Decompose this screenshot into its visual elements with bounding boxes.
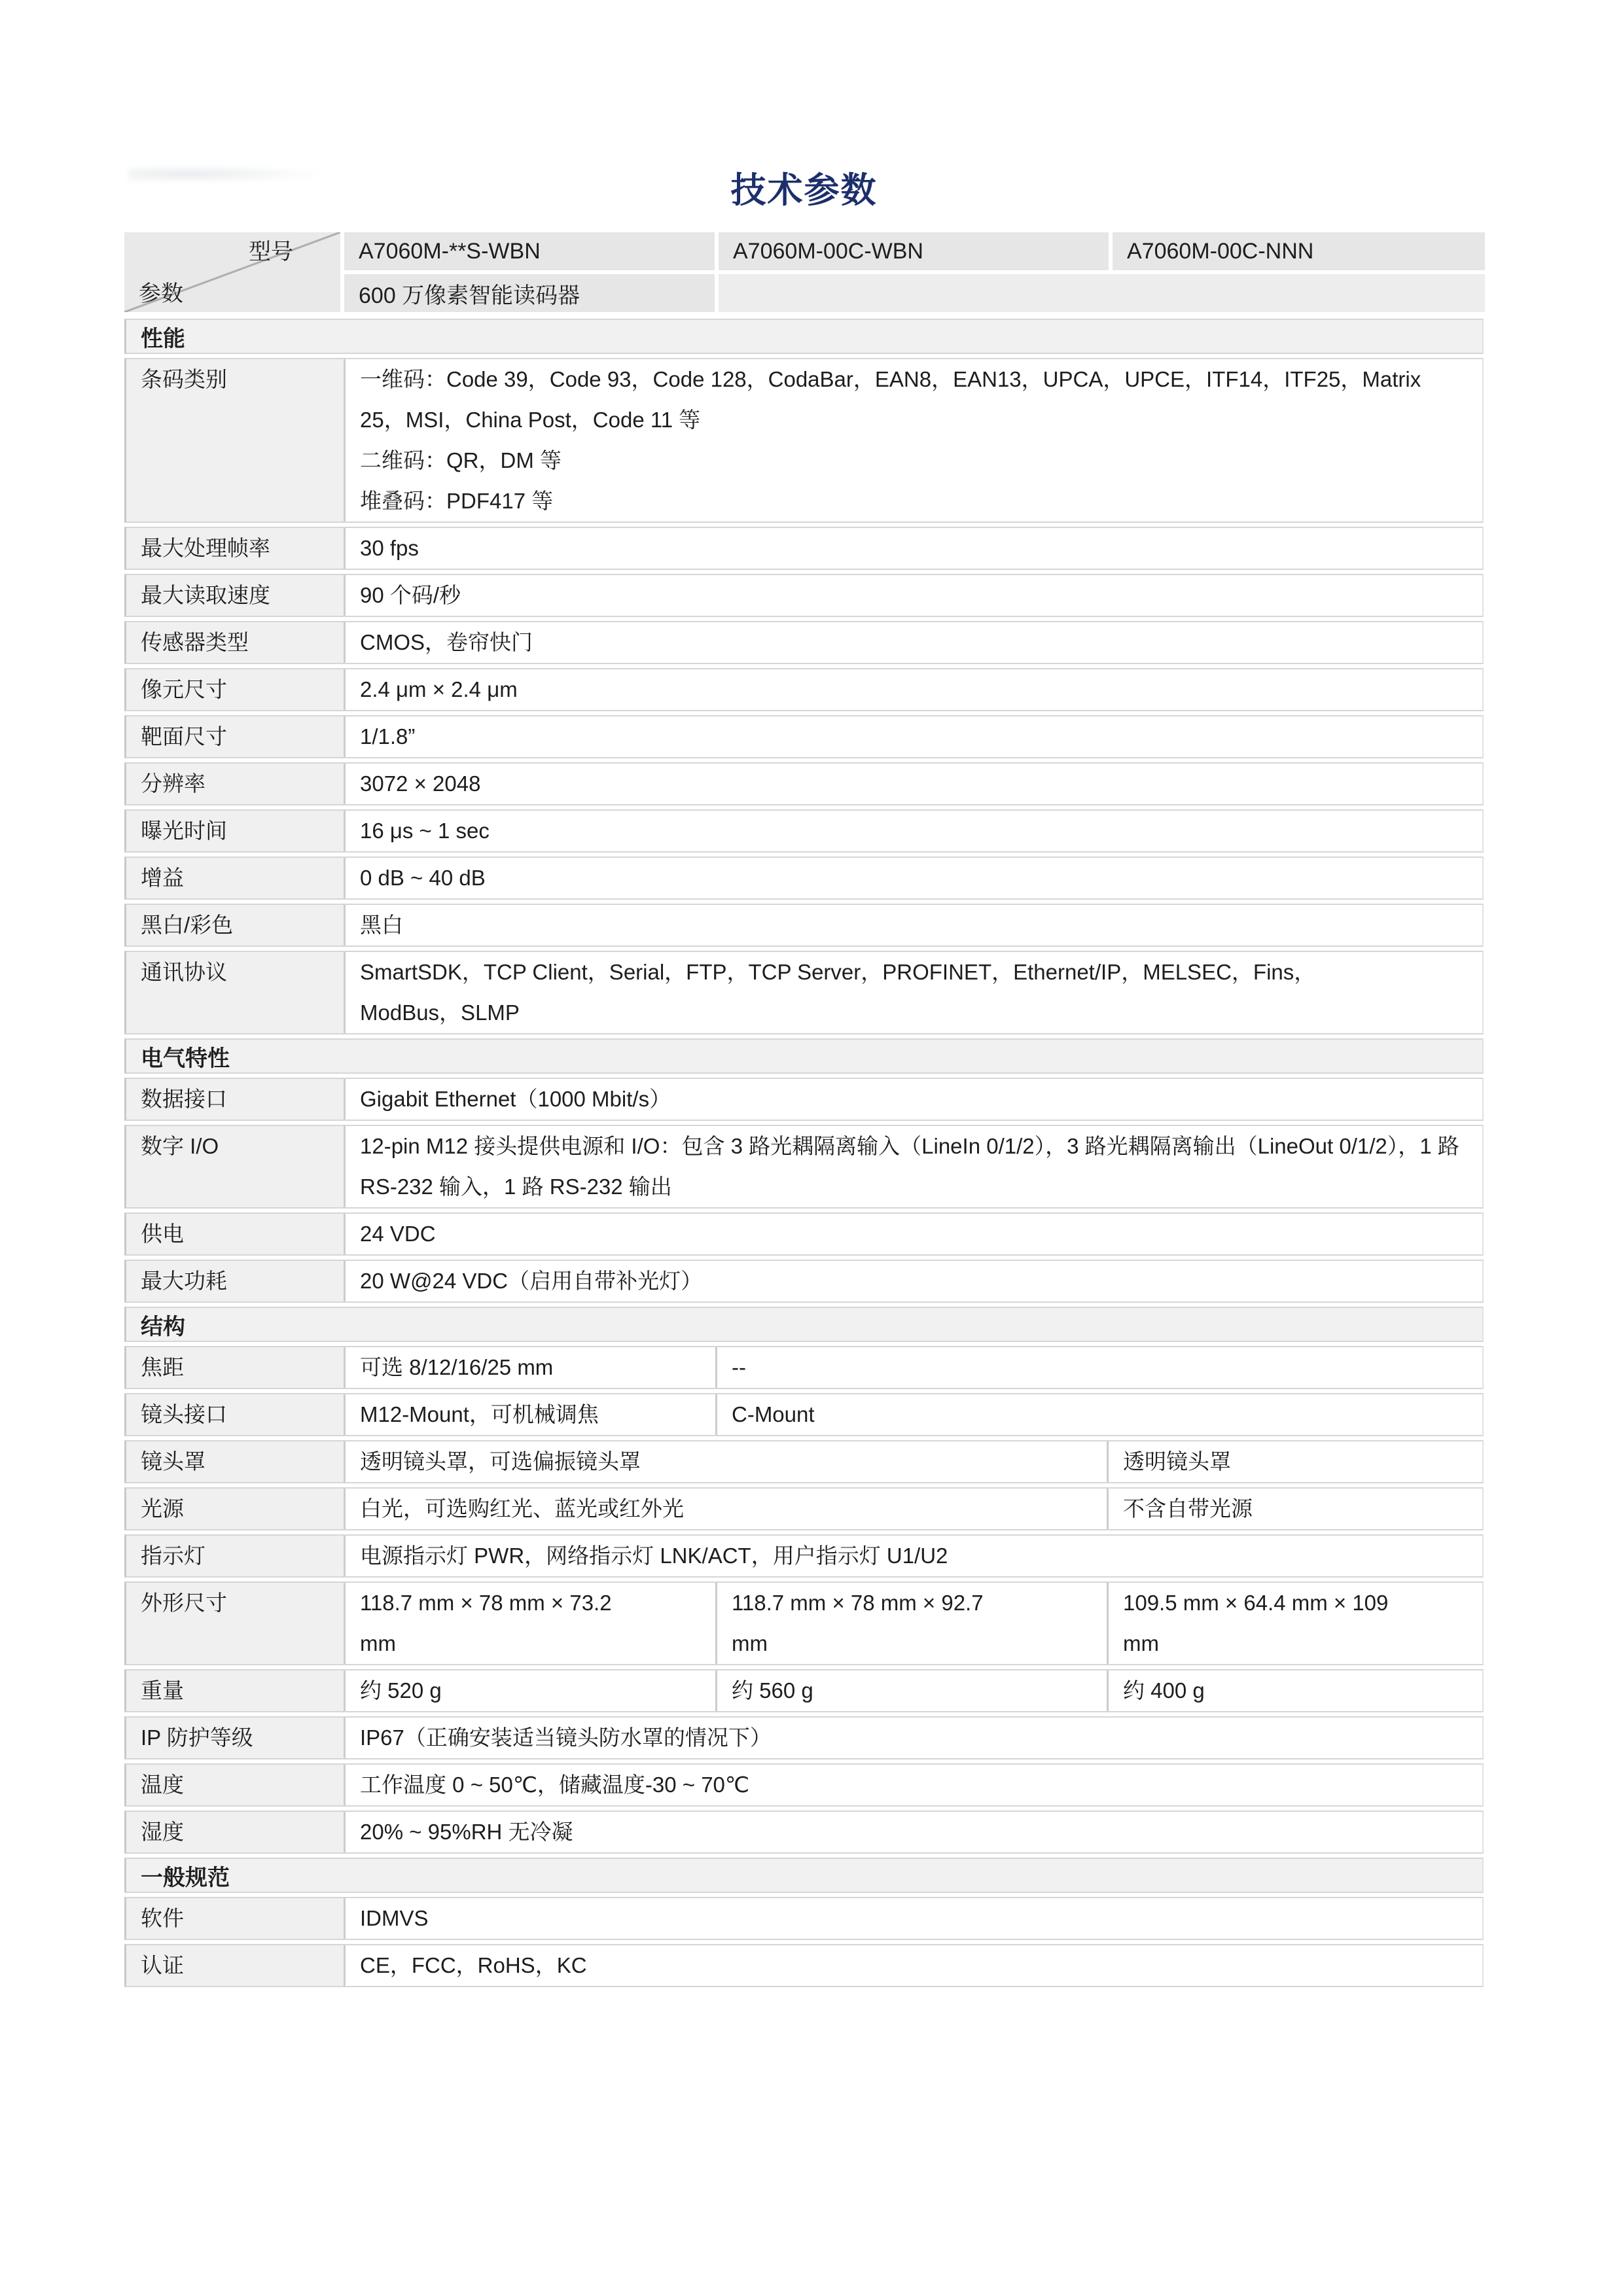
row-value-cell — [344, 1583, 715, 1664]
row-values — [344, 1079, 1482, 1120]
table-row — [124, 1440, 1484, 1483]
table-row — [124, 621, 1484, 664]
row-label — [126, 1718, 344, 1758]
row-value-cell — [344, 1261, 1482, 1301]
section-title: 性能 — [141, 326, 185, 351]
row-label — [126, 1536, 344, 1576]
row-label-text: 像元尺寸 — [141, 677, 227, 701]
row-values — [344, 528, 1482, 569]
row-label — [126, 1347, 344, 1388]
value-text: C-Mount — [732, 1402, 815, 1426]
value-text: 109.5 mm × 64.4 mm × 109 mm — [1123, 1591, 1389, 1655]
row-values — [344, 575, 1482, 616]
row-label-text: 分辨率 — [141, 771, 205, 796]
row-value-cell — [344, 1394, 715, 1435]
section-title: 电气特性 — [141, 1046, 230, 1071]
row-label-text: 湿度 — [141, 1820, 184, 1844]
row-label-text: 光源 — [141, 1496, 184, 1521]
value-text: 可选 8/12/16/25 mm — [360, 1355, 554, 1379]
row-value-cell — [344, 1718, 1482, 1758]
row-label — [126, 1489, 344, 1529]
row-label — [126, 716, 344, 757]
row-label-text: 通讯协议 — [141, 960, 227, 984]
row-label — [126, 811, 344, 851]
row-values — [344, 1441, 1482, 1482]
table-row — [124, 1763, 1484, 1807]
row-value-cell — [344, 716, 1482, 757]
header-model-1: A7060M-**S-WBN — [344, 232, 715, 270]
value-text: 2.4 μm × 2.4 μm — [360, 677, 518, 701]
row-label-text: 数字 I/O — [141, 1134, 219, 1158]
row-label — [126, 1812, 344, 1852]
row-values — [344, 1583, 1482, 1664]
row-values — [344, 1394, 1482, 1435]
row-values — [344, 764, 1482, 804]
row-label — [126, 1765, 344, 1805]
row-value-cell — [344, 764, 1482, 804]
row-values — [344, 1765, 1482, 1805]
row-values — [344, 1812, 1482, 1852]
section-row — [124, 1858, 1484, 1893]
row-label-text: 曝光时间 — [141, 819, 227, 843]
value-text: M12-Mount，可机械调焦 — [360, 1402, 599, 1426]
table-row — [124, 1897, 1484, 1940]
row-label-text: 最大处理帧率 — [141, 536, 270, 560]
row-label-text: 指示灯 — [141, 1544, 205, 1568]
row-label-text: IP 防护等级 — [141, 1725, 253, 1750]
row-label — [126, 858, 344, 898]
table-row — [124, 762, 1484, 805]
row-label-text: 条码类别 — [141, 367, 227, 391]
row-value-cell — [344, 1536, 1482, 1576]
row-value-cell — [344, 359, 1482, 521]
row-label — [126, 1441, 344, 1482]
row-value-cell — [344, 1898, 1482, 1939]
row-value-cell — [344, 952, 1482, 1033]
row-value-cell — [344, 905, 1482, 945]
row-label-text: 镜头接口 — [141, 1402, 227, 1426]
value-text: 0 dB ~ 40 dB — [360, 866, 486, 890]
row-values — [344, 1945, 1482, 1986]
row-values — [344, 669, 1482, 710]
row-value-cell — [344, 1079, 1482, 1120]
row-value-cell — [1107, 1583, 1482, 1664]
row-value-cell — [715, 1583, 1107, 1664]
value-text: 3072 × 2048 — [360, 771, 481, 796]
corner-label-param: 参数 — [139, 281, 183, 306]
row-value-cell — [344, 1489, 1107, 1529]
row-values — [344, 1670, 1482, 1711]
value-text: 约 400 g — [1123, 1678, 1205, 1703]
row-values — [344, 811, 1482, 851]
row-label — [126, 1261, 344, 1301]
row-value-cell — [715, 1347, 1482, 1388]
header-corner-cell — [124, 232, 340, 312]
row-values — [344, 1536, 1482, 1576]
table-row — [124, 1581, 1484, 1665]
value-text: 20 W@24 VDC（启用自带补光灯） — [360, 1269, 703, 1293]
row-label-text: 软件 — [141, 1906, 184, 1930]
value-text: CMOS，卷帘快门 — [360, 630, 533, 654]
row-label — [126, 575, 344, 616]
section-title: 一般规范 — [141, 1865, 230, 1890]
row-label — [126, 952, 344, 1033]
row-label — [126, 905, 344, 945]
row-value-cell — [344, 1765, 1482, 1805]
row-values — [344, 359, 1482, 521]
row-value-cell — [715, 1394, 1482, 1435]
table-row — [124, 1078, 1484, 1121]
header-model-3: A7060M-00C-NNN — [1113, 232, 1485, 270]
row-values — [344, 1347, 1482, 1388]
table-header — [124, 232, 1484, 312]
row-label — [126, 1394, 344, 1435]
value-text: 20% ~ 95%RH 无冷凝 — [360, 1820, 573, 1844]
row-value-cell — [1107, 1489, 1482, 1529]
row-value-cell — [715, 1670, 1107, 1711]
value-text: 电源指示灯 PWR，网络指示灯 LNK/ACT，用户指示灯 U1/U2 — [360, 1544, 948, 1568]
value-text: CE，FCC，RoHS，KC — [360, 1953, 587, 1977]
row-label — [126, 1898, 344, 1939]
value-text: -- — [732, 1355, 746, 1379]
table-row — [124, 1393, 1484, 1436]
row-value-cell — [344, 1214, 1482, 1254]
row-label-text: 传感器类型 — [141, 630, 249, 654]
corner-label-model: 型号 — [249, 239, 293, 264]
row-label-text: 供电 — [141, 1222, 184, 1246]
table-row — [124, 715, 1484, 758]
row-label-text: 重量 — [141, 1678, 184, 1703]
value-text: 透明镜头罩 — [1123, 1449, 1231, 1474]
table-row — [124, 1346, 1484, 1389]
row-label — [126, 1945, 344, 1986]
section-row — [124, 1038, 1484, 1074]
row-label-text: 数据接口 — [141, 1087, 227, 1111]
value-text: 16 μs ~ 1 sec — [360, 819, 490, 843]
value-text: 白光，可选购红光、蓝光或红外光 — [360, 1496, 684, 1521]
value-text: 118.7 mm × 78 mm × 92.7 mm — [732, 1591, 984, 1655]
value-text: 工作温度 0 ~ 50℃，储藏温度-30 ~ 70℃ — [360, 1773, 749, 1797]
table-row — [124, 1212, 1484, 1256]
row-value-cell — [1107, 1670, 1482, 1711]
row-values — [344, 1718, 1482, 1758]
row-value-cell — [344, 858, 1482, 898]
value-text: 二维码：QR，DM 等 — [360, 448, 562, 472]
spec-table-body — [124, 319, 1484, 1987]
row-label — [126, 622, 344, 663]
value-text: 118.7 mm × 78 mm × 73.2 mm — [360, 1591, 612, 1655]
row-value-cell — [344, 811, 1482, 851]
value-text: 不含自带光源 — [1123, 1496, 1253, 1521]
table-row — [124, 1487, 1484, 1530]
table-row — [124, 358, 1484, 523]
table-row — [124, 1716, 1484, 1759]
row-label — [126, 1126, 344, 1207]
row-label-text: 最大功耗 — [141, 1269, 227, 1293]
header-model-2: A7060M-00C-WBN — [719, 232, 1109, 270]
value-text: 24 VDC — [360, 1222, 436, 1246]
row-values — [344, 622, 1482, 663]
row-label-text: 镜头罩 — [141, 1449, 205, 1474]
value-text: 约 560 g — [732, 1678, 813, 1703]
value-text: 黑白 — [360, 913, 403, 937]
table-row — [124, 951, 1484, 1034]
row-values — [344, 1214, 1482, 1254]
value-text: 12-pin M12 接头提供电源和 I/O：包含 3 路光耦隔离输入（LineIn 0/1/2），3 路光耦隔离输出（LineOut 0/1/2），1 路 RS-232 输入，1 路 RS-232 输出 — [360, 1134, 1459, 1199]
row-label-text: 黑白/彩色 — [141, 913, 234, 937]
table-row — [124, 857, 1484, 900]
table-row — [124, 1260, 1484, 1303]
row-value-cell — [344, 1812, 1482, 1852]
table-row — [124, 1125, 1484, 1209]
row-label-text: 温度 — [141, 1773, 184, 1797]
row-value-cell — [344, 622, 1482, 663]
value-text: Gigabit Ethernet（1000 Mbit/s） — [360, 1087, 671, 1111]
row-values — [344, 716, 1482, 757]
section-title: 结构 — [141, 1314, 185, 1339]
row-label-text: 增益 — [141, 866, 184, 890]
row-values — [344, 858, 1482, 898]
table-row — [124, 809, 1484, 853]
row-label — [126, 1079, 344, 1120]
row-label-text: 靶面尺寸 — [141, 724, 227, 749]
row-values — [344, 1126, 1482, 1207]
row-label-text: 认证 — [141, 1953, 184, 1977]
value-text: SmartSDK，TCP Client，Serial，FTP，TCP Server，PROFINET，Ethernet/IP，MELSEC，Fins，ModBus，SLMP — [360, 960, 1316, 1025]
header-empty-cell — [719, 274, 1485, 312]
row-value-cell — [344, 1945, 1482, 1986]
table-row — [124, 1669, 1484, 1712]
table-row — [124, 1944, 1484, 1987]
section-row — [124, 319, 1484, 354]
row-value-cell — [344, 1347, 715, 1388]
row-label-text: 焦距 — [141, 1355, 184, 1379]
row-label — [126, 1583, 344, 1664]
row-label-text: 最大读取速度 — [141, 583, 270, 607]
row-label — [126, 669, 344, 710]
row-value-cell — [344, 669, 1482, 710]
row-value-cell — [344, 528, 1482, 569]
value-text: 透明镜头罩，可选偏振镜头罩 — [360, 1449, 641, 1474]
value-text: IDMVS — [360, 1906, 429, 1930]
row-values — [344, 1261, 1482, 1301]
table-row — [124, 574, 1484, 617]
table-row — [124, 1810, 1484, 1854]
table-row — [124, 527, 1484, 570]
table-row — [124, 904, 1484, 947]
row-value-cell — [344, 575, 1482, 616]
table-row — [124, 1534, 1484, 1578]
row-value-cell — [344, 1670, 715, 1711]
value-text: IP67（正确安装适当镜头防水罩的情况下） — [360, 1725, 772, 1750]
row-value-cell — [1107, 1441, 1482, 1482]
value-text: 90 个码/秒 — [360, 583, 461, 607]
row-label-text: 外形尺寸 — [141, 1591, 227, 1615]
row-label — [126, 359, 344, 521]
row-values — [344, 905, 1482, 945]
value-text: 一维码：Code 39，Code 93，Code 128，CodaBar，EAN8，EAN13，UPCA，UPCE，ITF14，ITF25，Matrix 25，MSI，China Post，Code 11 等 — [360, 367, 1421, 432]
row-label — [126, 528, 344, 569]
table-row — [124, 668, 1484, 711]
spec-table — [124, 232, 1484, 1991]
section-row — [124, 1307, 1484, 1342]
row-label — [126, 1214, 344, 1254]
value-text: 30 fps — [360, 536, 419, 560]
row-value-cell — [344, 1441, 1107, 1482]
value-text: 堆叠码：PDF417 等 — [360, 489, 554, 513]
value-text: 约 520 g — [360, 1678, 442, 1703]
row-values — [344, 1489, 1482, 1529]
row-label — [126, 764, 344, 804]
row-values — [344, 952, 1482, 1033]
header-product-cell: 600 万像素智能读码器 — [344, 274, 715, 312]
row-values — [344, 1898, 1482, 1939]
row-label — [126, 1670, 344, 1711]
page-title: 技术参数 — [730, 171, 878, 210]
value-text: 1/1.8” — [360, 724, 416, 749]
row-value-cell — [344, 1126, 1482, 1207]
